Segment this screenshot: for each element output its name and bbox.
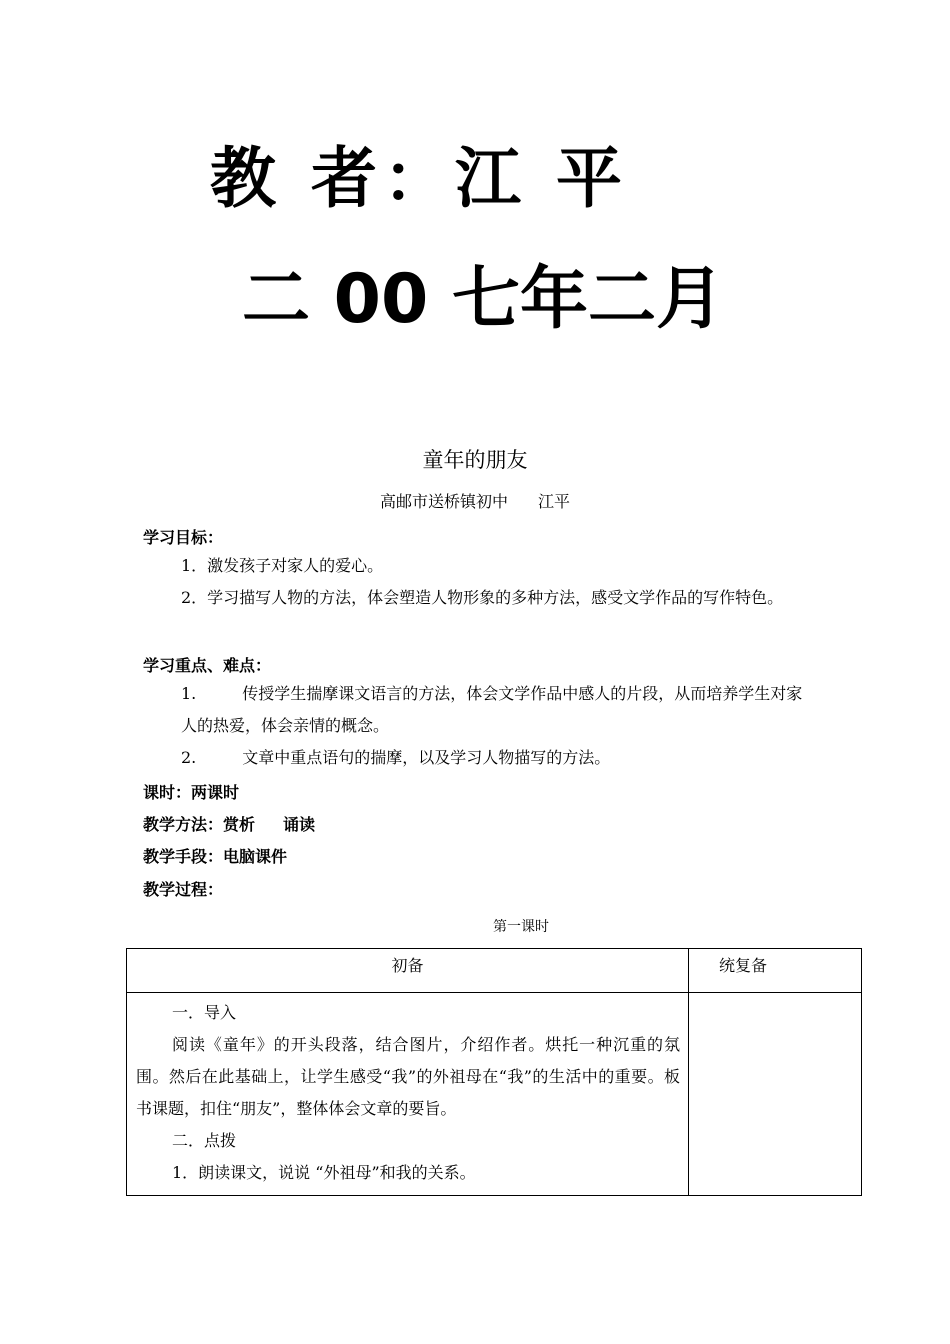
lesson-title: 童年的朋友 — [422, 448, 528, 472]
key-point-number: 1. — [181, 684, 197, 703]
lesson-plan-table — [126, 948, 862, 1196]
objective-item: 2．学习描写人物的方法，体会塑造人物形象的多种方法，感受文学作品的写作特色。 — [181, 588, 784, 607]
teaching-means: 教学手段：电脑课件 — [143, 847, 288, 866]
review-prep-content — [689, 993, 862, 1196]
objective-item: 1．激发孩子对家人的爱心。 — [181, 556, 384, 575]
key-point-item — [145, 742, 815, 774]
teaching-method-extra: 诵读 — [283, 815, 316, 834]
lesson-period-label: 第一课时 — [493, 919, 549, 935]
key-point-item — [145, 678, 815, 742]
lesson-byline — [0, 489, 950, 512]
key-points-list — [145, 678, 815, 774]
teacher-name: 江平 — [538, 492, 571, 511]
teaching-method — [143, 812, 315, 835]
school-name: 高邮市送桥镇初中 — [379, 492, 508, 511]
cover-author-line: 教 者：江 平 — [210, 140, 628, 217]
header-initial-prep: 初备 — [127, 949, 689, 993]
key-points-heading: 学习重点、难点： — [143, 656, 272, 675]
objectives-heading: 学习目标： — [143, 528, 224, 547]
table-row — [127, 993, 862, 1196]
teaching-method-label: 教学方法：赏析 — [143, 815, 256, 834]
class-hours: 课时：两课时 — [143, 783, 240, 802]
section-heading: 一．导入 — [172, 1003, 237, 1022]
key-point-number: 2. — [181, 748, 197, 767]
content-paragraph: 1．朗读课文，说说 “外祖母”和我的关系。 — [172, 1163, 476, 1182]
key-point-text: 文章中重点语句的揣摩，以及学习人物描写的方法。 — [242, 748, 611, 767]
section-heading: 二．点拨 — [172, 1131, 237, 1150]
objectives-list — [145, 550, 815, 614]
content-paragraph: 阅读《童年》的开头段落，结合图片，介绍作者。烘托一种沉重的氛围。然后在此基础上，让学生感受“我”的外祖母在“我”的生活中的重要。板书课题，扣住“朋友”，整体体会文章的要旨。 — [136, 1035, 681, 1118]
header-review-prep: 统复备 — [689, 949, 862, 993]
initial-prep-content — [127, 993, 689, 1196]
table-header-row — [127, 949, 862, 993]
teaching-process: 教学过程： — [143, 880, 224, 899]
cover-date-line: 二 00 七年二月 — [242, 260, 724, 339]
key-point-text: 传授学生揣摩课文语言的方法，体会文学作品中感人的片段，从而培养学生对家人的热爱，体会亲情的概念。 — [181, 684, 803, 735]
